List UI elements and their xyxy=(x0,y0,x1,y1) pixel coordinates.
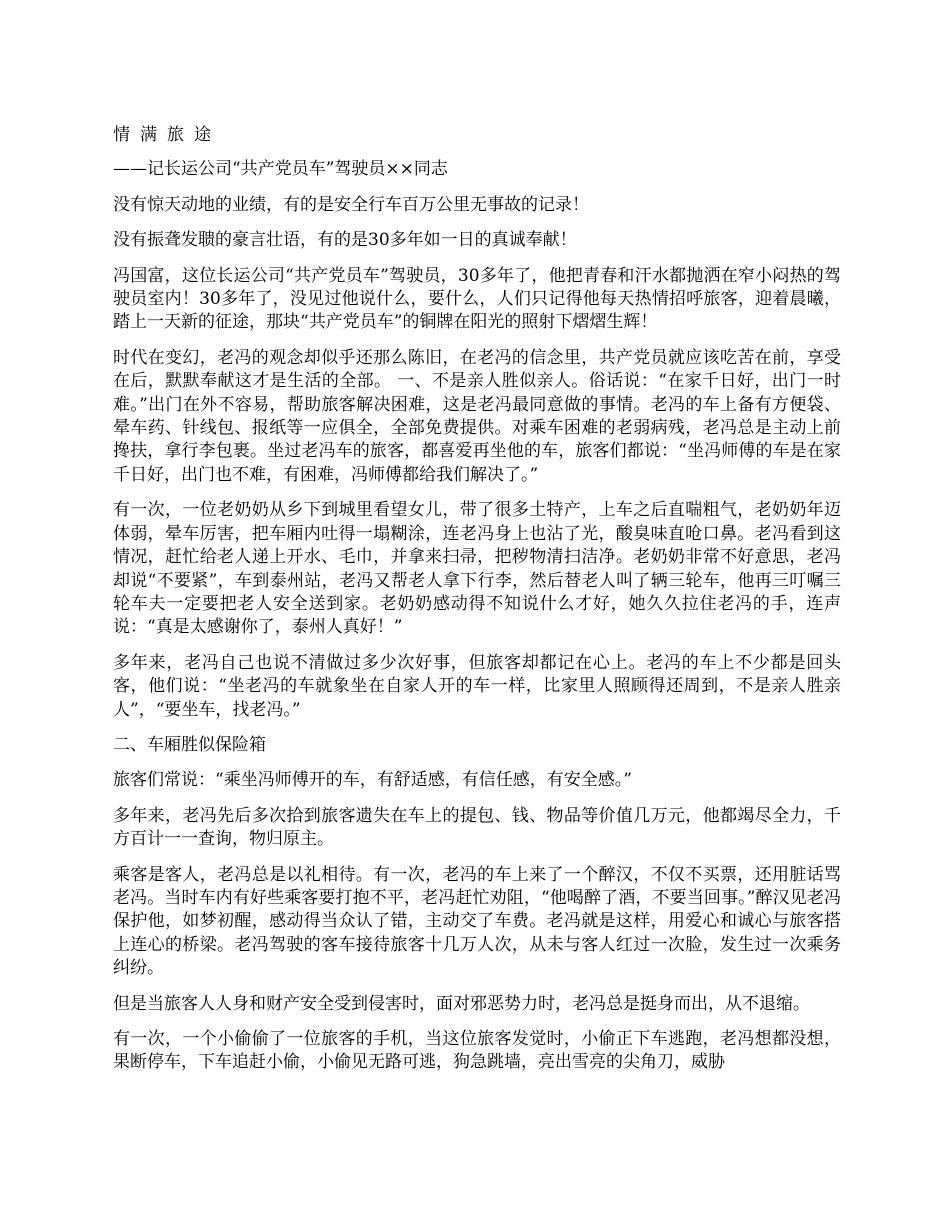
paragraph-7: 旅客们常说：“乘坐冯师傅开的车，有舒适感，有信任感，有安全感。” xyxy=(113,770,632,791)
paragraph-4: 时代在变幻，老冯的观念却似乎还那么陈旧，在老冯的信念里，共产党员就应该吃苦在前，享受在后，默默奉献这才是生活的全部。 一、不是亲人胜似亲人。俗话说：“在家千日好，出门一时难。”出门在外不容易，帮助旅客解决困难，这是老冯最同意做的事情。老冯的车上备有方便袋、晕车药、针线包、报纸等一应俱全，全部免费提供。对乘车困难的老弱病残，老冯总是主动上前搀扶，拿行李包裹。坐过老冯车的旅客，都喜爱再坐他的车，旅客们都说：“坐冯师傅的车是在家千日好，出门也不难，有困难，冯师傅都给我们解决了。” xyxy=(113,347,841,485)
section-heading-2: 二、车厢胜似保险箱 xyxy=(113,734,266,755)
paragraph-8: 多年来，老冯先后多次拾到旅客遗失在车上的提包、钱、物品等价值几万元，他都竭尽全力，千方百计一一查询，物归原主。 xyxy=(113,805,841,850)
paragraph-2: 没有振聋发聩的豪言壮语，有的是30多年如一日的真诚奉献！ xyxy=(113,230,577,251)
paragraph-5: 有一次，一位老奶奶从乡下到城里看望女儿，带了很多土特产，上车之后直喘粗气，老奶奶年迈体弱，晕车厉害，把车厢内吐得一塌糊涂，连老冯身上也沾了光，酸臭味直呛口鼻。老冯看到这情况，赶忙给老人递上开水、毛巾，并拿来扫帚，把秽物清扫洁净。老奶奶非常不好意思，老冯却说“不要紧”，车到泰州站，老冯又帮老人拿下行李，然后替老人叫了辆三轮车，他再三叮嘱三轮车夫一定要把老人安全送到家。老奶奶感动得不知说什么才好，她久久拉住老冯的手，连声说：“真是太感谢你了，泰州人真好！” xyxy=(113,500,841,638)
document-title: 情满旅途 xyxy=(113,125,221,145)
document-page xyxy=(113,124,841,1075)
paragraph-1: 没有惊天动地的业绩，有的是安全行车百万公里无事故的记录！ xyxy=(113,194,589,215)
paragraph-11: 有一次，一个小偷偷了一位旅客的手机，当这位旅客发觉时，小偷正下车逃跑，老冯想都没想，果断停车，下车追赶小偷，小偷见无路可逃，狗急跳墙，亮出雪亮的尖角刀，威胁 xyxy=(113,1029,841,1073)
paragraph-10: 但是当旅客人人身和财产安全受到侵害时，面对邪恶势力时，老冯总是挺身而出，从不退缩。 xyxy=(113,993,810,1014)
paragraph-6: 多年来，老冯自己也说不清做过多少次好事，但旅客却都记在心上。老冯的车上不少都是回头客，他们说：“坐老冯的车就象坐在自家人开的车一样，比家里人照顾得还周到，不是亲人胜亲人”，“要坐车，找老冯。” xyxy=(113,652,841,720)
paragraph-9: 乘客是客人，老冯总是以礼相待。有一次，老冯的车上来了一个醉汉，不仅不买票，还用脏话骂老冯。当时车内有好些乘客要打抱不平，老冯赶忙劝阻，“他喝醉了酒，不要当回事。”醉汉见老冯保护他，如梦初醒，感动得当众认了错，主动交了车费。老冯就是这样，用爱心和诚心与旅客搭上连心的桥梁。老冯驾驶的客车接待旅客十几万人次，从未与客人红过一次脸，发生过一次乘务纠纷。 xyxy=(113,864,841,979)
paragraph-3: 冯国富，这位长运公司“共产党员车”驾驶员，30多年了，他把青春和汗水都抛洒在窄小闷热的驾驶员室内！30多年了，没见过他说什么，要什么，人们只记得他每天热情招呼旅客，迎着晨曦，踏上一天新的征途，那块“共产党员车”的铜牌在阳光的照射下熠熠生辉！ xyxy=(113,265,841,333)
document-subtitle: ——记长运公司“共产党员车”驾驶员××同志 xyxy=(113,159,448,180)
